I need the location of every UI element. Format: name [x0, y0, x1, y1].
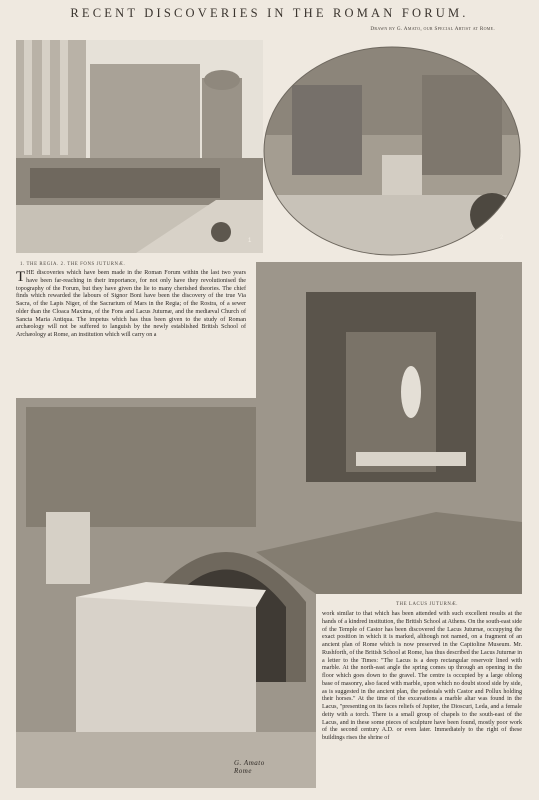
illustration-fons-juturnae: [262, 45, 522, 257]
article-column-2-text: work similar to that which has been attended with such excellent results at the hands of a kindred institution, the British School at Athens. On the south-east side of the Temple of Castor has been discovered the Lacus Juturnæ, occupying the exact position in which it is marked, although not named, on a fragment of an ancient plan of Rome which is now preserved in the Capitoline Museum. Mr. Rushforth, of the British School at Rome, has thus described the Lacus Juturnæ in a letter to the Times: "The Lacus is a deep rectangular reservoir lined with marble. At the north-east angle the spring comes up through an opening in the floor which goes down to the gravel. The centre is occupied by a large oblong base of masonry, also faced with marble, upon which no doubt stood side by side, as is suggested in the ancient plan, the pedestals with Castor and Pollux holding their horses." At the time of the excavations a marble altar was found in the Lacus, "presenting on its faces reliefs of Jupiter, the Dioscuri, Leda, and a female deity with a torch. There is a small group of chapels to the south-east of the Lacus, and in these some pieces of sculpture have been found, mostly poor work of the second century A.D. or even later. Immediately to the right of these buildings rises the shrine of: [322, 611, 522, 741]
article-column-2: [322, 611, 522, 743]
artist-signature: [234, 759, 265, 775]
signature-place: Rome: [234, 767, 252, 775]
illustration-regia: [16, 40, 263, 253]
fons-juturnae-drawing: [262, 45, 522, 257]
caption-top: 1. THE REGIA. 2. THE FONS JUTURNÆ.: [20, 262, 126, 267]
article-column-1-text: HE discoveries which have been made in the Roman Forum within the last two years have been far-reaching in their importance, for not only have they revolutionised the topography of the Forum, but they have given the lie to many cherished theories. The chief finds which rewarded the labours of Signor Boni have been the discovery of the true Via Sacra, of the Lapis Niger, of the Sacrarium of Mars in the Regia; of the Rostra, of a sewer older than the Cloaca Maxima, of the Fons and Lacus Juturnæ, and the mediæval Church of Sancta Maria Antiqua. The impetus which has thus been given to the study of Roman archæology will not be suffered to languish by the newly established British School of Archæology at Rome, an institution which will carry on a: [16, 270, 246, 338]
figure-number-2: 2: [500, 235, 504, 241]
artist-credit: Drawn by G. Amato, our Special Artist at Rome.: [370, 26, 495, 32]
caption-lacus: THE LACUS JUTURNÆ.: [396, 602, 459, 607]
figure-number-1: 1: [248, 238, 252, 244]
signature-name: G. Amato: [234, 759, 265, 767]
regia-drawing: [16, 40, 263, 253]
dropcap-letter: T: [16, 269, 26, 285]
page-title: RECENT DISCOVERIES IN THE ROMAN FORUM.: [70, 6, 469, 20]
